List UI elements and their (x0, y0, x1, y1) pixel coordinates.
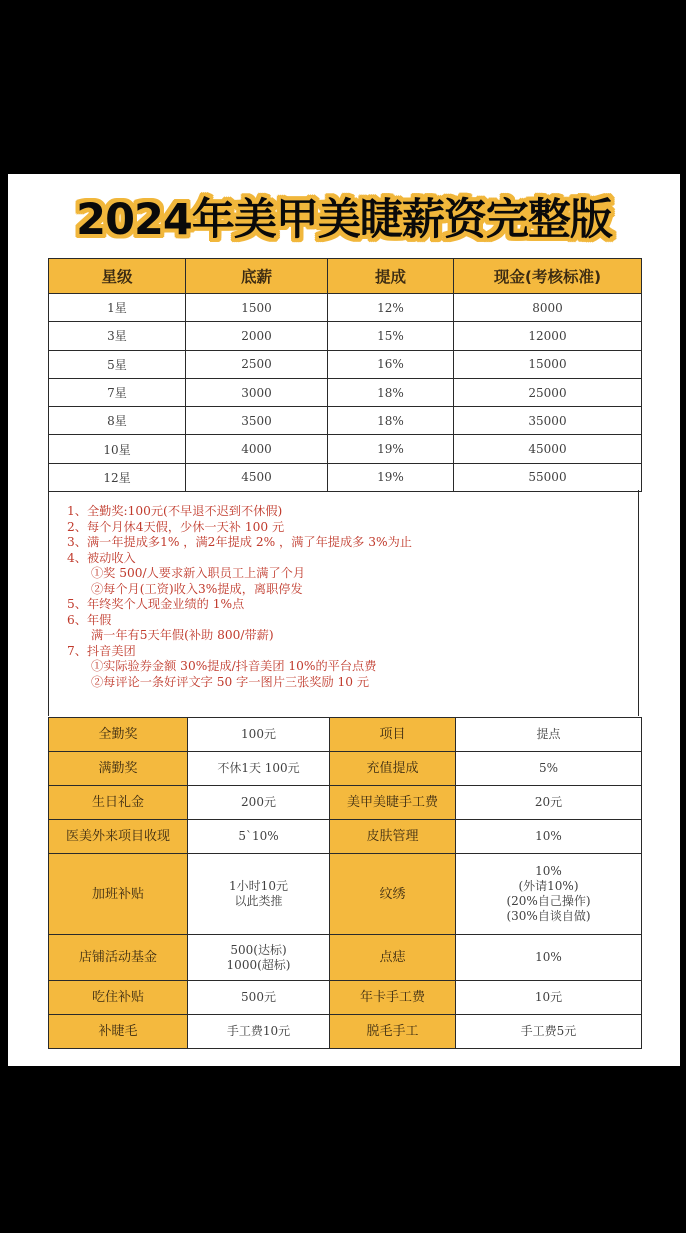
star-level-cell: 3星 (49, 322, 186, 350)
cash-target-cell: 15000 (454, 350, 642, 378)
benefit-label: 全勤奖 (49, 718, 188, 752)
benefit-label: 满勤奖 (49, 752, 188, 786)
benefit-label: 生日礼金 (49, 786, 188, 820)
salary-sheet-card (8, 174, 680, 1066)
note-item: 5、年终奖个人现金业绩的 1%点 (67, 597, 245, 611)
note-subitem: ①实际验券金额 30%提成/抖音美团 10%的平台点费 (91, 659, 377, 673)
header-commission: 提成 (328, 259, 454, 294)
item-label: 脱毛手工 (330, 1015, 456, 1049)
cash-target-cell: 55000 (454, 463, 642, 491)
item-label: 美甲美睫手工费 (330, 786, 456, 820)
benefit-value (188, 935, 330, 981)
value-line: 10% (535, 864, 562, 878)
base-salary-cell: 3500 (186, 407, 328, 435)
item-label: 皮肤管理 (330, 820, 456, 854)
table-row (49, 752, 642, 786)
note-item: 3、满一年提成多1% ，满2年提成 2% ，满了年提成多 3%为止 (67, 535, 412, 549)
benefit-value: 5`10% (188, 820, 330, 854)
note-item: 7、抖音美团 (67, 643, 136, 658)
cash-target-cell: 8000 (454, 294, 642, 322)
star-level-cell: 12星 (49, 463, 186, 491)
table-row (49, 463, 642, 491)
note-subitem: ②每评论一条好评文字 50 字一图片三张奖励 10 元 (91, 674, 370, 689)
header-star-level: 星级 (49, 259, 186, 294)
item-label: 充值提成 (330, 752, 456, 786)
star-level-cell: 8星 (49, 407, 186, 435)
benefit-value (188, 854, 330, 935)
table-row (49, 854, 642, 935)
benefit-label: 店铺活动基金 (49, 935, 188, 981)
value-line: 以此类推 (234, 894, 283, 908)
table-row (49, 820, 642, 854)
table-row (49, 935, 642, 981)
star-level-cell: 1星 (49, 294, 186, 322)
benefit-label: 补睫毛 (49, 1015, 188, 1049)
header-cash-target: 现金(考核标准) (454, 259, 642, 294)
cash-target-cell: 25000 (454, 378, 642, 406)
base-salary-cell: 4000 (186, 435, 328, 463)
note-item: 2、每个月休4天假，少休一天补 100 元 (67, 519, 285, 534)
base-salary-cell: 1500 (186, 294, 328, 322)
table-row (49, 294, 642, 322)
benefit-value: 200元 (188, 786, 330, 820)
commission-cell: 19% (328, 463, 454, 491)
star-level-cell: 10星 (49, 435, 186, 463)
notes-section (48, 490, 639, 716)
item-value (456, 854, 642, 935)
table-row (49, 378, 642, 406)
benefit-table (48, 717, 642, 1049)
benefit-label: 加班补贴 (49, 854, 188, 935)
value-line: 500(达标) (230, 942, 287, 957)
value-line: 1小时10元 (229, 879, 288, 893)
commission-cell: 18% (328, 407, 454, 435)
star-level-cell: 5星 (49, 350, 186, 378)
note-item: 6、年假 (67, 612, 112, 627)
item-value: 手工费5元 (456, 1015, 642, 1049)
item-value: 提点 (456, 718, 642, 752)
benefit-value: 100元 (188, 718, 330, 752)
commission-cell: 12% (328, 294, 454, 322)
item-label: 点痣 (330, 935, 456, 981)
header-base-salary: 底薪 (186, 259, 328, 294)
table-row (49, 786, 642, 820)
benefit-label: 吃住补贴 (49, 981, 188, 1015)
item-label: 年卡手工费 (330, 981, 456, 1015)
benefit-value: 不休1天 100元 (188, 752, 330, 786)
item-value: 10% (456, 820, 642, 854)
item-value: 5% (456, 752, 642, 786)
value-line: (外请10%) (518, 879, 579, 893)
benefit-value: 手工费10元 (188, 1015, 330, 1049)
benefit-label: 医美外来项目收现 (49, 820, 188, 854)
note-item: 1、全勤奖:100元(不早退不迟到不休假) (67, 504, 283, 518)
table-row (49, 322, 642, 350)
base-salary-cell: 4500 (186, 463, 328, 491)
table-row (49, 350, 642, 378)
base-salary-cell: 2000 (186, 322, 328, 350)
item-label: 项目 (330, 718, 456, 752)
table-row (49, 407, 642, 435)
benefit-value: 500元 (188, 981, 330, 1015)
commission-cell: 18% (328, 378, 454, 406)
item-value: 10元 (456, 981, 642, 1015)
item-label: 纹绣 (330, 854, 456, 935)
table-row (49, 1015, 642, 1049)
base-salary-cell: 2500 (186, 350, 328, 378)
table-header-row (49, 259, 642, 294)
value-line: (20%自己操作) (506, 894, 591, 908)
star-level-table (48, 258, 642, 492)
note-item: 4、被动收入 (67, 550, 136, 565)
item-value: 10% (456, 935, 642, 981)
note-subitem: 满一年有5天年假(补助 800/带薪) (91, 628, 274, 642)
cash-target-cell: 35000 (454, 407, 642, 435)
value-line: 1000(超标) (226, 957, 291, 972)
value-line: (30%自谈自做) (506, 909, 591, 923)
cash-target-cell: 45000 (454, 435, 642, 463)
note-subitem: ①奖 500/人要求新入职员工上满了个月 (91, 566, 306, 580)
commission-cell: 15% (328, 322, 454, 350)
page-title: 2024年美甲美睫薪资完整版 (76, 195, 612, 245)
note-subitem: ②每个月(工资)收入3%提成，离职停发 (91, 581, 303, 596)
commission-cell: 19% (328, 435, 454, 463)
star-level-cell: 7星 (49, 378, 186, 406)
item-value: 20元 (456, 786, 642, 820)
table-row (49, 981, 642, 1015)
cash-target-cell: 12000 (454, 322, 642, 350)
table-row (49, 435, 642, 463)
base-salary-cell: 3000 (186, 378, 328, 406)
table-row (49, 718, 642, 752)
commission-cell: 16% (328, 350, 454, 378)
